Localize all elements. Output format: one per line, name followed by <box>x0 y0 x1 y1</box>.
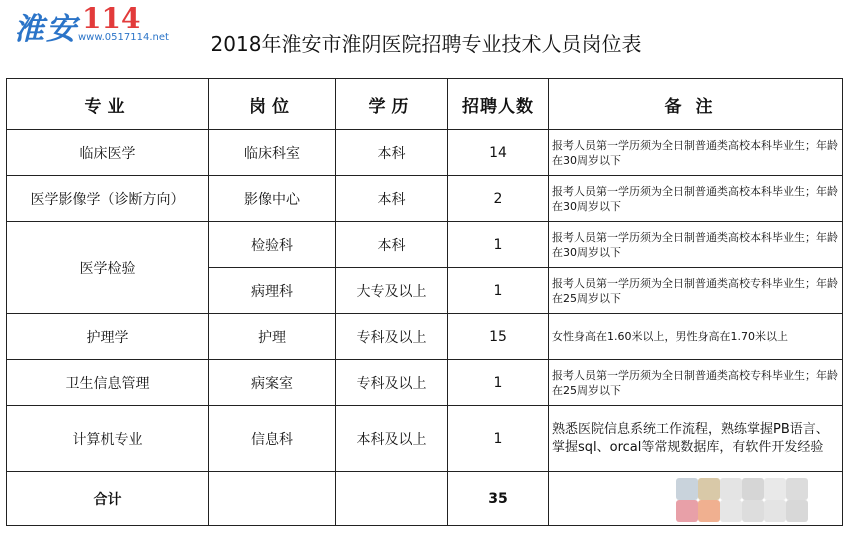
table-row <box>7 360 843 406</box>
table-row <box>7 222 843 268</box>
total-empty-cell <box>336 472 448 526</box>
total-count: 35 <box>448 472 549 526</box>
cell-remarks: 熟悉医院信息系统工作流程，熟练掌握PB语言、掌握sql、orcal等常规数据库，有软件开发经验 <box>549 406 843 472</box>
cell-post: 临床科室 <box>209 130 336 176</box>
cell-count: 1 <box>448 268 549 314</box>
cell-count: 14 <box>448 130 549 176</box>
cell-education: 本科及以上 <box>336 406 448 472</box>
cell-post: 病案室 <box>209 360 336 406</box>
logo-number: 114 <box>82 2 141 35</box>
table-row <box>7 130 843 176</box>
cell-major: 计算机专业 <box>7 406 209 472</box>
recruitment-table <box>6 78 843 526</box>
cell-remarks: 报考人员第一学历须为全日制普通类高校专科毕业生；年龄在25周岁以下 <box>549 268 843 314</box>
header-post: 岗位 <box>209 79 336 130</box>
cell-count: 15 <box>448 314 549 360</box>
cell-count: 1 <box>448 222 549 268</box>
cell-count: 1 <box>448 406 549 472</box>
cell-major: 护理学 <box>7 314 209 360</box>
cell-post: 检验科 <box>209 222 336 268</box>
table-header-row <box>7 79 843 130</box>
cell-education: 专科及以上 <box>336 360 448 406</box>
cell-post: 影像中心 <box>209 176 336 222</box>
logo-url: www.0517114.net <box>78 32 169 43</box>
cell-remarks: 女性身高在1.60米以上，男性身高在1.70米以上 <box>549 314 843 360</box>
header-education: 学历 <box>336 79 448 130</box>
header-major: 专业 <box>7 79 209 130</box>
table-row <box>7 406 843 472</box>
total-empty-cell <box>209 472 336 526</box>
cell-education: 本科 <box>336 222 448 268</box>
cell-education: 专科及以上 <box>336 314 448 360</box>
total-label: 合计 <box>7 472 209 526</box>
cell-remarks: 报考人员第一学历须为全日制普通类高校本科毕业生；年龄在30周岁以下 <box>549 130 843 176</box>
header-remarks: 备注 <box>549 79 843 130</box>
cell-remarks: 报考人员第一学历须为全日制普通类高校专科毕业生；年龄在25周岁以下 <box>549 360 843 406</box>
cell-education: 本科 <box>336 176 448 222</box>
cell-post: 护理 <box>209 314 336 360</box>
cell-major: 医学影像学（诊断方向） <box>7 176 209 222</box>
cell-post: 病理科 <box>209 268 336 314</box>
table-row <box>7 314 843 360</box>
header-count: 招聘人数 <box>448 79 549 130</box>
cell-remarks: 报考人员第一学历须为全日制普通类高校本科毕业生；年龄在30周岁以下 <box>549 222 843 268</box>
cell-count: 2 <box>448 176 549 222</box>
table-row <box>7 176 843 222</box>
cell-post: 信息科 <box>209 406 336 472</box>
cell-major: 医学检验 <box>7 222 209 314</box>
cell-education: 本科 <box>336 130 448 176</box>
cell-major: 临床医学 <box>7 130 209 176</box>
cell-major: 卫生信息管理 <box>7 360 209 406</box>
page-title: 2018年淮安市淮阴医院招聘专业技术人员岗位表 <box>210 32 642 56</box>
blurred-watermark <box>676 474 836 522</box>
logo-text: 淮安 <box>14 12 78 47</box>
cell-education: 大专及以上 <box>336 268 448 314</box>
cell-remarks: 报考人员第一学历须为全日制普通类高校本科毕业生；年龄在30周岁以下 <box>549 176 843 222</box>
cell-count: 1 <box>448 360 549 406</box>
